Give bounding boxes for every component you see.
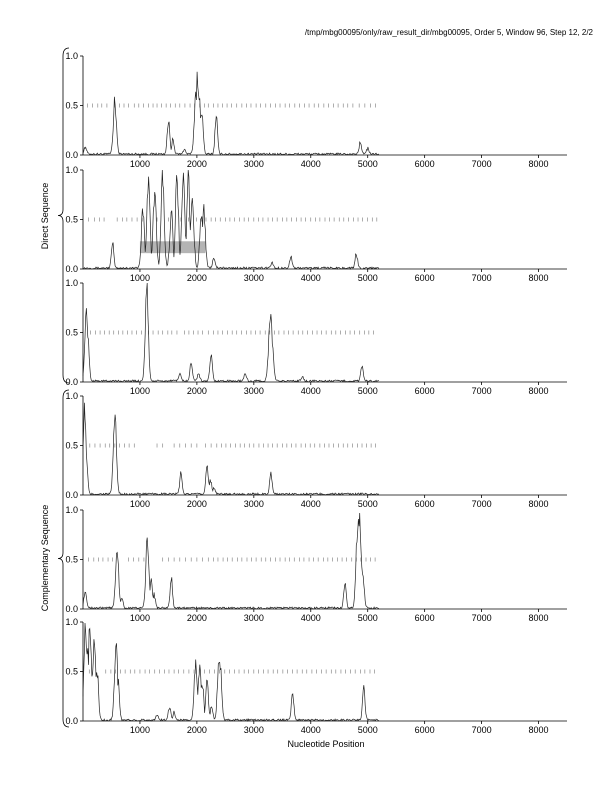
x-tick-label: 8000 bbox=[528, 386, 549, 396]
x-tick-label: 3000 bbox=[243, 159, 264, 169]
y-tick-label: 0.0 bbox=[65, 604, 78, 614]
x-tick-label: 2000 bbox=[186, 273, 207, 283]
x-tick-label: 3000 bbox=[243, 386, 264, 396]
frame-2 bbox=[65, 165, 567, 283]
y-tick-label: 0.5 bbox=[65, 440, 78, 451]
x-tick-label: 1000 bbox=[129, 159, 150, 169]
y-tick-label: 0.0 bbox=[65, 490, 78, 500]
probability-trace bbox=[83, 513, 379, 609]
frame-6 bbox=[65, 617, 567, 735]
panels bbox=[58, 48, 567, 735]
x-tick-label: 3000 bbox=[243, 499, 264, 509]
x-tick-label: 7000 bbox=[471, 725, 492, 735]
y-tick-label: 1.0 bbox=[65, 391, 78, 401]
x-tick-label: 2000 bbox=[186, 159, 207, 169]
x-tick-label: 2000 bbox=[186, 386, 207, 396]
chart-header: /tmp/mbg00095/only/raw_result_dir/mbg00095, Order 5, Window 96, Step 12, 2/2 bbox=[304, 28, 593, 37]
x-tick-label: 6000 bbox=[414, 386, 435, 396]
x-tick-label: 5000 bbox=[357, 499, 378, 509]
probability-trace bbox=[83, 170, 379, 269]
x-tick-label: 2000 bbox=[186, 499, 207, 509]
x-tick-label: 3000 bbox=[243, 725, 264, 735]
y-tick-label: 0.5 bbox=[65, 666, 78, 677]
x-tick-label: 7000 bbox=[471, 273, 492, 283]
x-tick-label: 7000 bbox=[471, 386, 492, 396]
probability-trace bbox=[83, 403, 379, 495]
y-tick-label: 0.0 bbox=[65, 377, 78, 387]
x-tick-label: 5000 bbox=[357, 273, 378, 283]
x-tick-label: 4000 bbox=[300, 499, 321, 509]
y-tick-label: 1.0 bbox=[65, 617, 78, 627]
frame-1 bbox=[65, 51, 567, 169]
complementary-sequence-label: Complementary Sequence bbox=[40, 504, 50, 612]
x-tick-label: 8000 bbox=[528, 273, 549, 283]
x-tick-label: 8000 bbox=[528, 499, 549, 509]
x-tick-label: 2000 bbox=[186, 613, 207, 623]
frame-3 bbox=[65, 278, 567, 396]
x-tick-label: 6000 bbox=[414, 499, 435, 509]
y-tick-label: 0.0 bbox=[65, 264, 78, 274]
x-tick-label: 8000 bbox=[528, 159, 549, 169]
y-tick-label: 1.0 bbox=[65, 165, 78, 175]
probability-trace bbox=[83, 623, 379, 721]
y-tick-label: 0.5 bbox=[65, 327, 78, 338]
x-tick-label: 1000 bbox=[129, 725, 150, 735]
frame-4 bbox=[65, 391, 567, 509]
x-tick-label: 3000 bbox=[243, 273, 264, 283]
x-tick-label: 4000 bbox=[300, 159, 321, 169]
y-tick-label: 0.5 bbox=[65, 554, 78, 565]
x-tick-label: 7000 bbox=[471, 159, 492, 169]
x-tick-label: 7000 bbox=[471, 613, 492, 623]
x-tick-label: 6000 bbox=[414, 725, 435, 735]
x-tick-label: 1000 bbox=[129, 273, 150, 283]
x-tick-label: 1000 bbox=[129, 499, 150, 509]
frame-5 bbox=[65, 505, 567, 623]
x-tick-label: 6000 bbox=[414, 159, 435, 169]
y-tick-label: 1.0 bbox=[65, 505, 78, 515]
x-tick-label: 5000 bbox=[357, 613, 378, 623]
y-tick-label: 0.5 bbox=[65, 100, 78, 111]
x-tick-label: 4000 bbox=[300, 725, 321, 735]
x-tick-label: 8000 bbox=[528, 725, 549, 735]
direct-sequence-label: Direct Sequence bbox=[40, 182, 50, 250]
x-tick-label: 4000 bbox=[300, 386, 321, 396]
x-tick-label: 6000 bbox=[414, 613, 435, 623]
x-tick-label: 6000 bbox=[414, 273, 435, 283]
x-tick-label: 1000 bbox=[129, 613, 150, 623]
x-axis-label: Nucleotide Position bbox=[287, 739, 365, 749]
y-tick-label: 0.0 bbox=[65, 716, 78, 726]
x-tick-label: 2000 bbox=[186, 725, 207, 735]
probability-trace bbox=[83, 72, 379, 155]
x-tick-label: 5000 bbox=[357, 159, 378, 169]
x-tick-label: 7000 bbox=[471, 499, 492, 509]
y-tick-label: 1.0 bbox=[65, 51, 78, 61]
y-tick-label: 1.0 bbox=[65, 278, 78, 288]
x-tick-label: 1000 bbox=[129, 386, 150, 396]
x-tick-label: 5000 bbox=[357, 386, 378, 396]
highlight-region bbox=[140, 241, 205, 253]
x-tick-label: 3000 bbox=[243, 613, 264, 623]
x-tick-label: 4000 bbox=[300, 273, 321, 283]
x-tick-label: 5000 bbox=[357, 725, 378, 735]
y-tick-label: 0.5 bbox=[65, 214, 78, 225]
x-tick-label: 4000 bbox=[300, 613, 321, 623]
x-tick-label: 8000 bbox=[528, 613, 549, 623]
y-tick-label: 0.0 bbox=[65, 150, 78, 160]
